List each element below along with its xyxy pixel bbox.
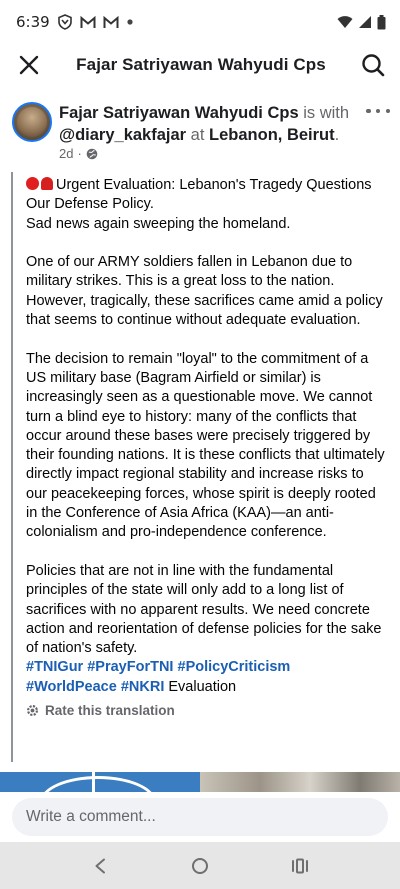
comment-bar <box>0 792 400 842</box>
wifi-icon <box>337 15 353 29</box>
rate-translation-link[interactable] <box>26 701 385 720</box>
nav-recents-button[interactable] <box>282 848 318 884</box>
back-icon <box>93 858 107 874</box>
battery-icon <box>377 15 386 30</box>
paragraph-text: Urgent Evaluation: Lebanon's Tragedy Questions Our Defense Policy. Sad news again sweeping the homeland. <box>26 177 372 232</box>
hashtag-link[interactable]: #NKRI <box>120 678 165 695</box>
status-time: 6:39 <box>16 13 50 31</box>
globe-icon <box>86 148 98 160</box>
tagged-user-link[interactable]: @diary_kakfajar <box>59 126 187 144</box>
search-icon <box>361 53 385 77</box>
hashtag-tail-text: Evaluation <box>168 678 237 695</box>
shield-notification-icon <box>57 14 73 30</box>
author-line <box>59 102 359 146</box>
post-meta <box>59 146 98 161</box>
at-text: at <box>186 126 210 144</box>
more-options-button[interactable] <box>366 104 390 118</box>
close-button[interactable] <box>16 52 42 78</box>
system-nav-bar <box>0 842 400 889</box>
gmail-icon <box>80 16 96 29</box>
more-dot <box>366 109 371 114</box>
nav-back-button[interactable] <box>82 848 118 884</box>
avatar-photo <box>17 107 47 137</box>
search-button[interactable] <box>360 52 386 78</box>
place-link[interactable]: Lebanon, Beirut <box>209 126 335 144</box>
app-header <box>0 44 400 86</box>
post-body <box>11 172 391 762</box>
media-preview-strip[interactable] <box>0 772 400 792</box>
post-header <box>0 98 400 168</box>
hashtag-list <box>26 658 385 697</box>
hashtag-link[interactable]: #TNIGur <box>26 659 84 676</box>
gear-icon <box>26 704 39 717</box>
nav-home-button[interactable] <box>182 848 218 884</box>
page-title: Fajar Satriyawan Wahyudi Cps <box>76 55 326 74</box>
with-text: is with <box>298 104 350 122</box>
media-thumbnail[interactable] <box>200 772 400 792</box>
status-right <box>337 15 386 30</box>
red-circle-emoji-icon <box>26 177 39 190</box>
more-dot <box>376 109 381 114</box>
more-dot <box>386 109 391 114</box>
post-paragraph: Policies that are not in line with the fundamental principles of the state will only add to a long list of sacrifices with no apparent results. We need concrete action and reorientation of defense policies for the sake of nation's safety. <box>26 562 382 657</box>
post-paragraph: The decision to remain "loyal" to the commitment of a US military base (Bagram Airfield or similar) is increasingly seen as a questionable move. We cannot turn a blind eye to history: many of the conflicts that occur around these bases were precisely triggered by their founding nations. It is these conflicts that ultimately directly impact regional stability and increase risks to our peacekeeping forces, whose spirit is deeply rooted in the Conference of Asia Africa (KAA)—an anti-colonialism and pro-independence conference. <box>26 350 385 541</box>
home-icon <box>191 857 209 875</box>
avatar[interactable] <box>12 102 52 142</box>
post-paragraph <box>26 176 385 234</box>
hashtag-link[interactable]: #PolicyCriticism <box>177 659 291 676</box>
end-punctuation: . <box>334 126 340 144</box>
author-name[interactable]: Fajar Satriyawan Wahyudi Cps <box>59 104 299 122</box>
post-paragraph: One of our ARMY soldiers fallen in Lebanon due to military strikes. This is a great loss to the nation. However, tragically, these sacrifices came amid a policy that seems to continue without adequate evaluation. <box>26 254 383 329</box>
dot-icon <box>126 18 134 26</box>
meta-separator: · <box>77 146 82 161</box>
rate-translation-label: Rate this translation <box>45 703 175 719</box>
status-left <box>16 13 134 31</box>
post-time[interactable]: 2d <box>59 146 74 161</box>
hashtag-link[interactable]: #WorldPeace <box>26 678 117 695</box>
gmail-icon <box>103 16 119 29</box>
close-icon <box>19 55 39 75</box>
media-thumbnail[interactable] <box>0 772 200 792</box>
red-bell-emoji-icon <box>41 177 53 190</box>
status-bar <box>0 0 400 44</box>
recents-icon <box>291 857 309 875</box>
signal-icon <box>358 15 372 29</box>
comment-input[interactable] <box>12 798 388 836</box>
hashtag-link[interactable]: #PrayForTNI <box>87 659 174 676</box>
